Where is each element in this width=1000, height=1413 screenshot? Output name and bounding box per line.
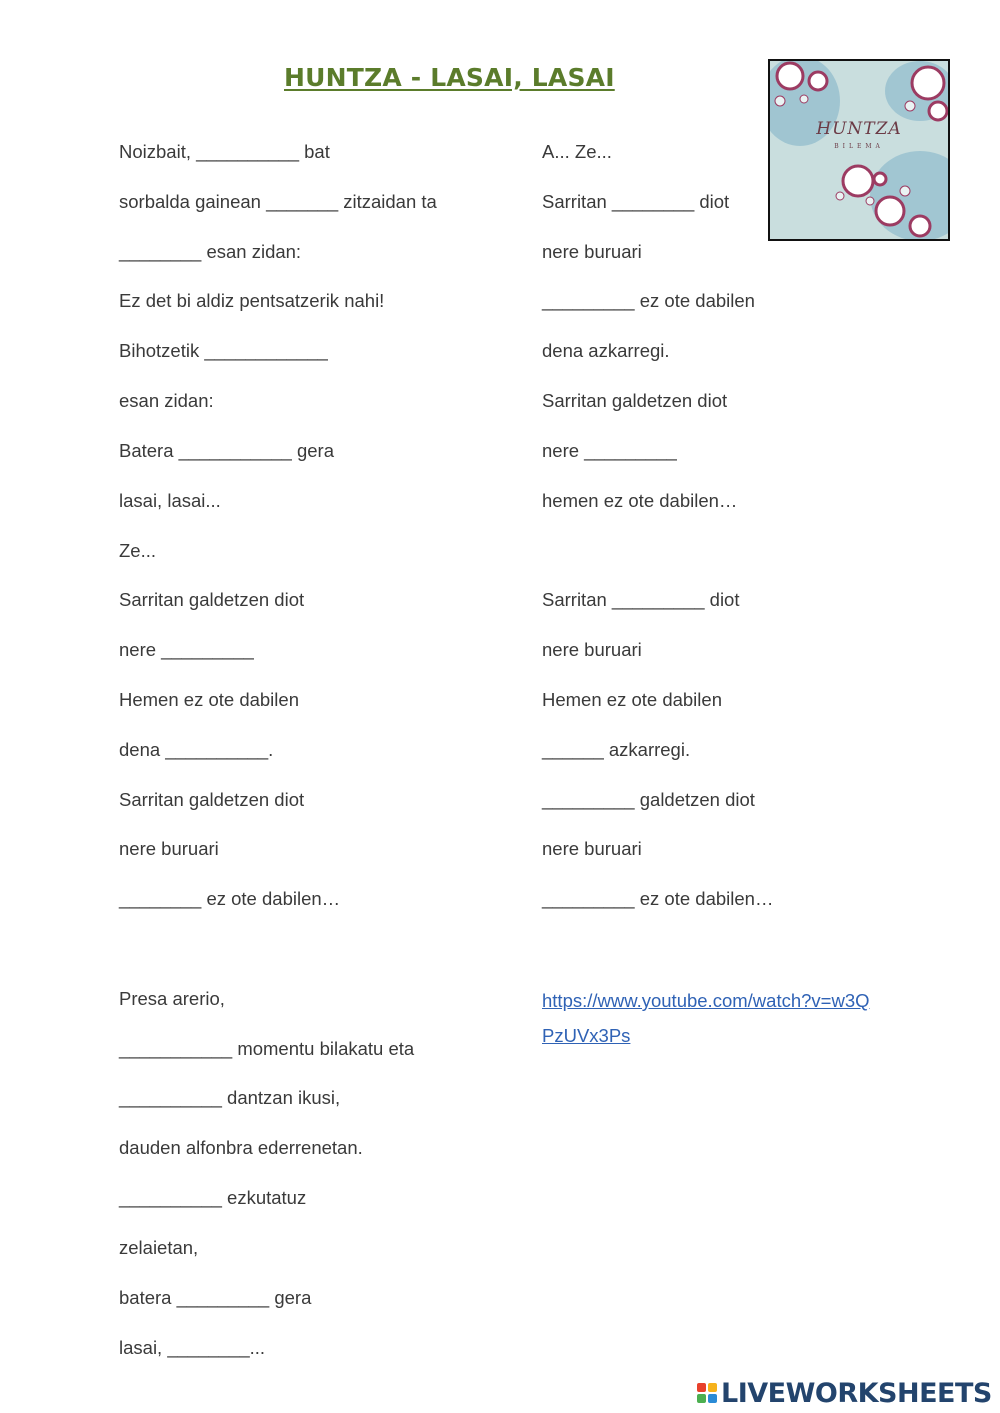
youtube-link-line-2[interactable]: PzUVx3Ps	[542, 1025, 631, 1046]
lyric-line: dauden alfonbra ederrenetan.	[119, 1137, 363, 1158]
liveworksheets-icon	[697, 1383, 717, 1403]
lyric-line: _________ ez ote dabilen	[542, 290, 755, 311]
lyric-line: A... Ze...	[542, 141, 612, 162]
lyric-line: hemen ez ote dabilen…	[542, 490, 738, 511]
lyric-line: Sarritan _________ diot	[542, 589, 740, 610]
logo-square-yellow	[708, 1383, 717, 1392]
album-cover-title: HUNTZA	[816, 119, 902, 139]
lyric-line: Sarritan ________ diot	[542, 191, 730, 212]
lyric-line: batera _________ gera	[119, 1287, 312, 1308]
lyric-line: Hemen ez ote dabilen	[119, 689, 299, 710]
lyric-line: Bihotzetik ____________	[119, 340, 328, 361]
lyric-line: lasai, lasai...	[119, 490, 221, 511]
lyric-line: Batera ___________ gera	[119, 440, 334, 461]
lyric-line: esan zidan:	[119, 390, 214, 411]
album-cover-subtitle: BILEMA	[834, 143, 884, 150]
lyric-line: zelaietan,	[119, 1237, 199, 1258]
logo-square-green	[697, 1394, 706, 1403]
album-cover-image	[768, 59, 950, 241]
lyric-line: nere _________	[542, 440, 677, 461]
lyric-line: nere _________	[119, 639, 254, 660]
liveworksheets-brand-text: LIVEWORKSHEETS	[721, 1377, 992, 1409]
lyric-line: ______ azkarregi.	[542, 739, 691, 760]
lyric-line: Sarritan galdetzen diot	[119, 589, 305, 610]
liveworksheets-logo[interactable]	[697, 1377, 992, 1409]
lyric-line: dena azkarregi.	[542, 340, 670, 361]
logo-square-blue	[708, 1394, 717, 1403]
lyric-line: __________ ezkutatuz	[119, 1187, 307, 1208]
lyric-line: Ze...	[119, 540, 157, 561]
worksheet-title: HUNTZA - LASAI, LASAI	[284, 63, 615, 92]
lyric-line: _________ ez ote dabilen…	[542, 888, 774, 909]
lyric-line: Sarritan galdetzen diot	[119, 789, 305, 810]
album-cover-art	[770, 61, 948, 239]
lyric-line: nere buruari	[119, 838, 219, 859]
lyric-line: nere buruari	[542, 838, 642, 859]
lyric-line: _________ galdetzen diot	[542, 789, 755, 810]
lyric-line: dena __________.	[119, 739, 274, 760]
lyric-line: lasai, ________...	[119, 1337, 266, 1358]
youtube-link-line-1[interactable]: https://www.youtube.com/watch?v=w3Q	[542, 990, 870, 1011]
lyric-line: Presa arerio,	[119, 988, 225, 1009]
lyric-line: Ez det bi aldiz pentsatzerik nahi!	[119, 290, 385, 311]
lyric-line: nere buruari	[542, 639, 642, 660]
lyric-line: ________ esan zidan:	[119, 241, 302, 262]
lyric-line: nere buruari	[542, 241, 642, 262]
lyric-line: __________ dantzan ikusi,	[119, 1087, 341, 1108]
lyric-line: Hemen ez ote dabilen	[542, 689, 722, 710]
lyric-line: ________ ez ote dabilen…	[119, 888, 341, 909]
lyric-line: sorbalda gainean _______ zitzaidan ta	[119, 191, 437, 212]
lyric-line: ___________ momentu bilakatu eta	[119, 1038, 415, 1059]
lyric-line: Sarritan galdetzen diot	[542, 390, 728, 411]
logo-square-red	[697, 1383, 706, 1392]
lyric-line: Noizbait, __________ bat	[119, 141, 330, 162]
